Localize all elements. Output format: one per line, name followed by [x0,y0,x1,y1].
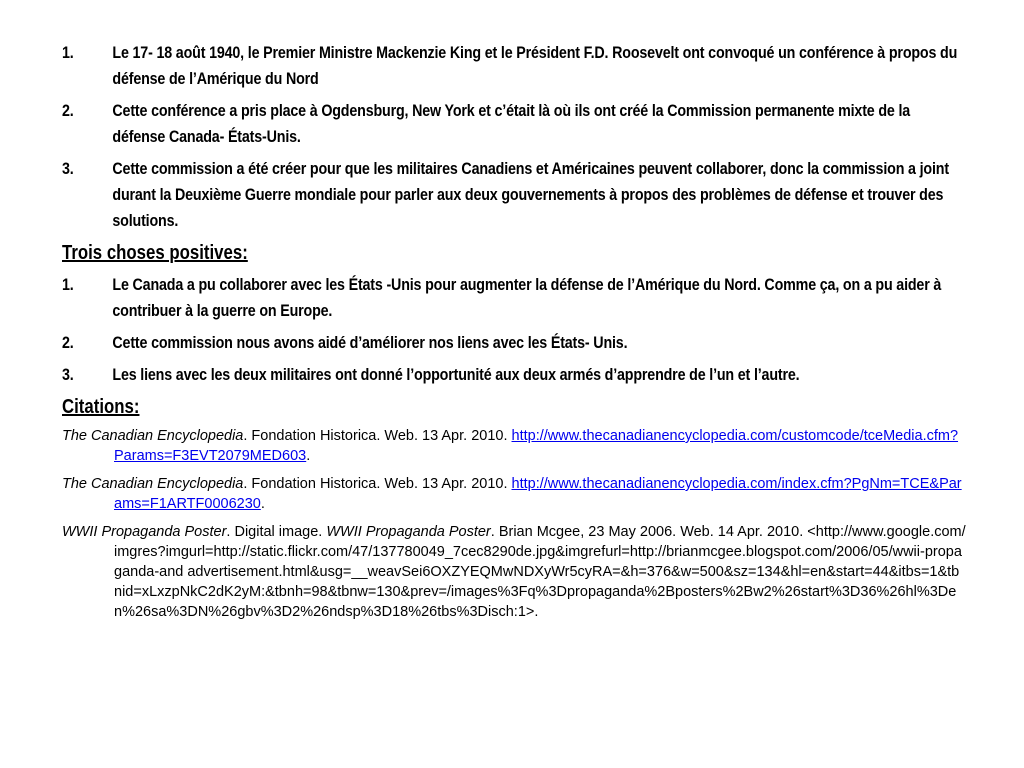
item-number: 3. [62,159,74,178]
item-text: Les liens avec les deux militaires ont donné l’opportunité aux deux armés d’apprendre de l’un et l’autre. [112,365,800,384]
positives-list [62,272,962,388]
citation-title-2: WWII Propaganda Poster [326,524,491,540]
intro-item [62,40,962,92]
citation-link[interactable]: http://www.thecanadianencyclopedia.com/customcode/tceMedia.cfm?Params=F3EVT2079MED603 [114,428,959,464]
citations-list [62,426,967,622]
citation-text: . Brian Mcgee, 23 May 2006. Web. 14 Apr. 2010. <http://www.google.com/imgres?imgurl=http://static.flickr.com/47/137780049_7cec8290de.jpg&imgrefurl=http://brianmcgee.blogspot.com/2006/05/wwii-propaganda-and advertisement.html&usg=__weavSei6OXZYEQMwNDXyWr5cyRA=&h=376&w=500&sz=134&hl=en&start=44&itbs=1&tbnid=xLxzpNkC2dK2yM:&tbnh=98&tbnw=130&prev=/images%3Fq%3Dpropaganda%2Bposters%2Bw2%26start%3D36%26hl%3Den%26sa%3DN%26gbv%3D2%26ndsp%3D18%26tbs%3Disch:1>. [114,524,966,620]
citation-item [62,522,967,622]
positive-item [62,272,962,324]
item-text: Cette conférence a pris place à Ogdensburg, New York et c’était là où ils ont créé la Commission permanente mixte de la défense Canada- États-Unis. [112,101,911,146]
citation-title: The Canadian Encyclopedia [62,476,244,492]
positives-section [62,272,962,388]
intro-item [62,156,962,234]
citation-title: The Canadian Encyclopedia [62,428,244,444]
citation-item [62,426,967,466]
citation-text: . Fondation Historica. Web. 13 Apr. 2010. [243,428,512,444]
item-text: Le 17- 18 août 1940, le Premier Ministre Mackenzie King et le Président F.D. Roosevelt ont convoqué un conférence à propos du défense de l’Amérique du Nord [112,43,958,88]
item-text: Le Canada a pu collaborer avec les États -Unis pour augmenter la défense de l’Amérique du Nord. Comme ça, on a pu aider à contribuer à la guerre on Europe. [112,275,942,320]
citation-text: . Fondation Historica. Web. 13 Apr. 2010. [243,476,512,492]
slide [62,40,966,630]
citation-item [62,474,967,514]
item-text: Cette commission nous avons aidé d’améliorer nos liens avec les États- Unis. [112,333,628,352]
item-number: 2. [62,333,74,352]
item-number: 3. [62,365,74,384]
positive-item [62,330,962,356]
intro-section [62,40,962,234]
citation-title: WWII Propaganda Poster [62,524,227,540]
item-number: 1. [62,275,74,294]
intro-item [62,98,962,150]
intro-list [62,40,962,234]
positives-heading: Trois choses positives: [62,242,248,264]
citations-heading: Citations: [62,396,140,418]
citation-end: . [306,448,311,464]
positive-item [62,362,962,388]
citation-text: . Digital image. [226,524,327,540]
citation-end: . [260,496,265,512]
item-number: 1. [62,43,74,62]
item-text: Cette commission a été créer pour que les militaires Canadiens et Américaines peuvent collaborer, donc la commission a joint durant la Deuxième Guerre mondiale pour parler aux deux gouvernements à propos des problèmes de défense et trouver des solutions. [112,159,949,230]
citation-link[interactable]: http://www.thecanadianencyclopedia.com/index.cfm?PgNm=TCE&Params=F1ARTF0006230 [114,476,962,512]
item-number: 2. [62,101,74,120]
